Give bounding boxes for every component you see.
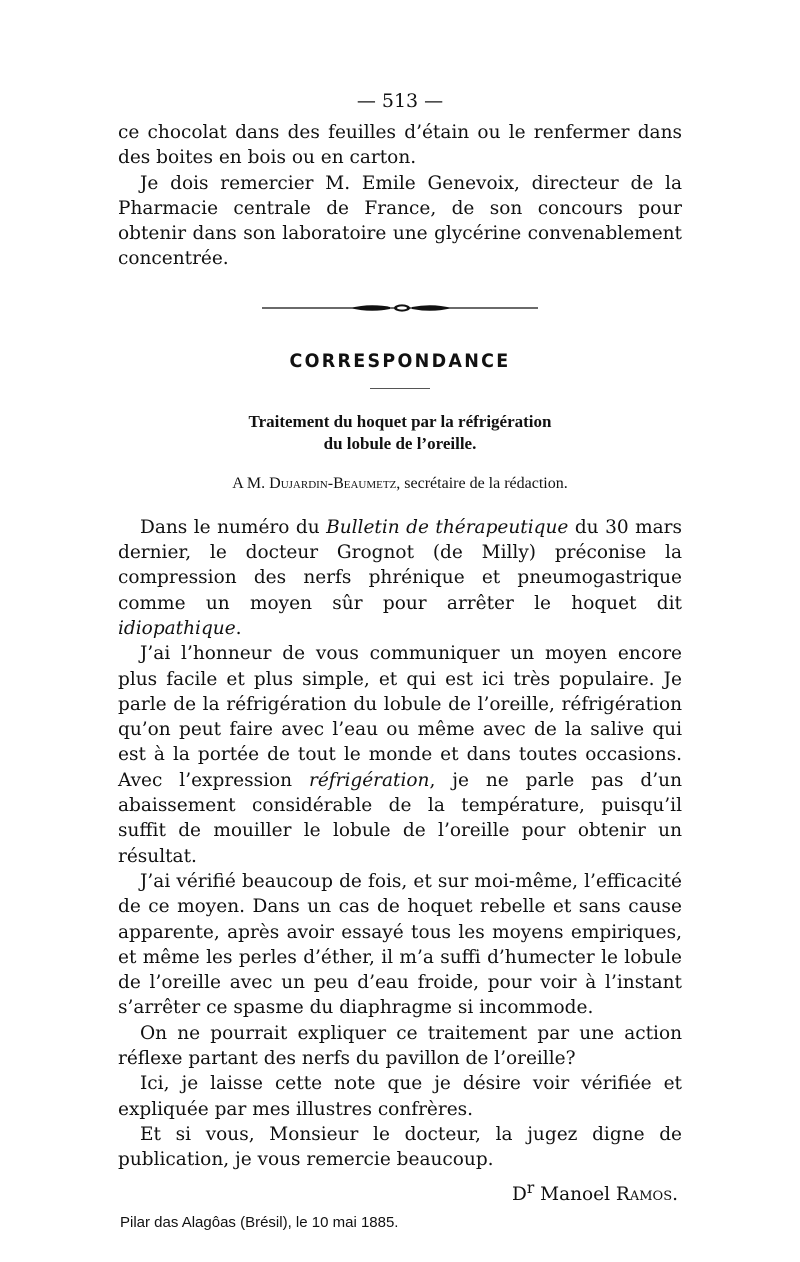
signature-surname: Ramos [615, 1183, 673, 1205]
paragraph: Et si vous, Monsieur le docteur, la jugez digne de publication, je vous remercie beaucoup. [118, 1123, 682, 1171]
signature-sup: r [526, 1178, 535, 1197]
address-prefix: A M. [232, 474, 270, 492]
divider [370, 388, 430, 389]
signature-end: . [672, 1183, 678, 1205]
article-title [118, 411, 682, 455]
text-run: J’ai l’honneur de vous communiquer un moyen encore plus facile et plus simple, et qui est ici très populaire. Je parle de la réfrigération du lobule de l’oreille, réfrigération qu’on peut faire avec l’eau ou même avec de la salive qui est à la portée de tout le monde et dans toutes occasions. Avec l’expression [118, 643, 682, 791]
place-date: Pilar das Alagôas (Brésil), le 10 mai 1885. [120, 1213, 399, 1231]
paragraph: J’ai vérifié beaucoup de fois, et sur moi-même, l’efficacité de ce moyen. Dans un cas de hoquet rebelle et sans cause apparente, après avoir essayé tous les moyens empiriques, et même les perles d’éther, il m’a suffi d’humecter le lobule de l’oreille avec un peu d’eau froide, pour voir à l’instant s’arrêter ce spasme du diaphragme si incommode. [118, 870, 682, 1019]
page-body [118, 88, 682, 1234]
page-number: — 513 — [356, 90, 444, 112]
paragraph: Ici, je laisse cette note que je désire voir vérifiée et expliquée par mes illustres confrères. [118, 1073, 682, 1120]
ornament-icon [260, 302, 540, 314]
text-run: , je ne parle pas d’un abaissement considérable de la température, puisqu’il suffit de mouiller le lobule de l’oreille pour obtenir un résultat. [118, 769, 682, 867]
paragraph: ce chocolat dans des feuilles d’étain ou le renfermer dans des boites en bois ou en carton. [118, 122, 682, 169]
paragraph: On ne pourrait expliquer ce traitement par une action réflexe partant des nerfs du pavillon de l’oreille? [118, 1022, 682, 1070]
text-run: Dans le numéro du [140, 516, 327, 538]
signature-title: D [512, 1183, 527, 1205]
italic-term: réfrigération [308, 769, 430, 791]
article-title-line1: Traitement du hoquet par la réfrigération [248, 411, 552, 431]
address-suffix: , secrétaire de la rédaction. [396, 474, 568, 492]
paragraph: Je dois remercier M. Emile Genevoix, directeur de la Pharmacie centrale de France, de son concours pour obtenir dans son laboratoire une glycérine convenablement concentrée. [118, 172, 682, 270]
section-heading: CORRESPONDANCE [289, 349, 511, 372]
article-title-line2: du lobule de l’oreille. [323, 433, 477, 453]
text-run: . [235, 617, 242, 639]
address-line [118, 473, 682, 495]
ornamental-divider [118, 302, 682, 314]
signature [118, 1175, 682, 1208]
text-run: du 30 mars dernier, le docteur Grognot (de Milly) préconise la compression des nerfs phrénique et pneumogastrique comme un moyen sûr pour arrêter le hoquet dit [118, 516, 683, 614]
journal-title: Bulletin de thérapeutique [326, 516, 569, 538]
address-name: Dujardin-Beaumetz [269, 474, 397, 492]
italic-term: idiopathique [118, 617, 236, 639]
paragraph [118, 515, 682, 641]
signature-name: Manoel [534, 1183, 616, 1205]
paragraph [118, 641, 682, 869]
